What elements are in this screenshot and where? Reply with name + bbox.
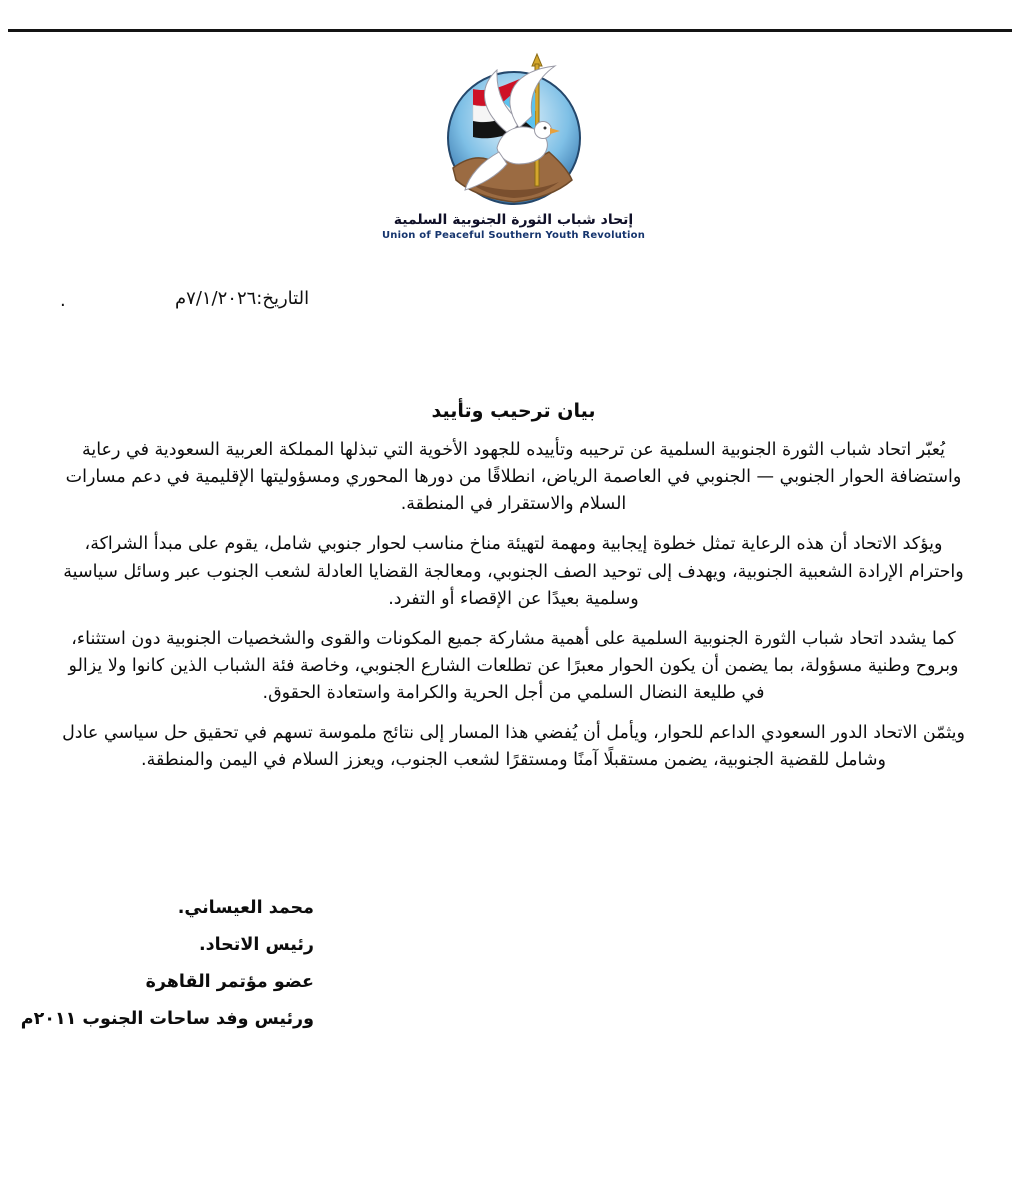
paragraph-2: ويؤكد الاتحاد أن هذه الرعاية تمثل خطوة إيجابية ومهمة لتهيئة مناخ مناسب لحوار جنوبي شامل، يقوم على مبدأ الشراكة، واحترام الإرادة الشعبية الجنوبية، ويهدف إلى توحيد الصف الجنوبي، ومعالجة القضايا العادلة لشعب الجنوب عبر وسائل سياسية وسلمية بعيدًا عن الإقصاء أو التفرد. <box>63 534 964 609</box>
paragraph-4: ويثمّن الاتحاد الدور السعودي الداعم للحوار، ويأمل أن يُفضي هذا المسار إلى نتائج ملموسة تسهم في تحقيق حل سياسي عادل وشامل للقضية الجنوبية، يضمن مستقبلًا آمنًا ومستقرًا لشعب الجنوب، ويعزز السلام في اليمن والمنطقة. <box>62 723 965 771</box>
statement-title: بيان ترحيب وتأييد <box>431 400 596 422</box>
signer-role-president: رئيس الاتحاد. <box>198 935 314 955</box>
org-name-arabic: إتحاد شباب الثورة الجنوبية السلمية <box>393 212 634 228</box>
union-logo-emblem <box>434 50 594 210</box>
org-name-english: Union of Peaceful Southern Youth Revolution <box>381 230 646 241</box>
top-rule <box>8 29 1012 32</box>
signer-role-cairo-conference: عضو مؤتمر القاهرة <box>145 972 314 992</box>
signer-name: محمد العيساني. <box>177 898 314 918</box>
signature-block <box>20 898 314 1046</box>
date-label: التاريخ:٧/١/٢٠٢٦م <box>175 288 310 309</box>
signer-role-delegation-2011: ورئيس وفد ساحات الجنوب ٢٠١١م <box>20 1009 314 1029</box>
organization-logo <box>0 50 1027 241</box>
paragraph-1: يُعبّر اتحاد شباب الثورة الجنوبية السلمية عن ترحيبه وتأييده للجهود الأخوية التي تبذلها المملكة العربية السعودية في رعاية واستضافة الحوار الجنوبي — الجنوبي في العاصمة الرياض، انطلاقًا من دورها المحوري ومسؤوليتها الإقليمية في دعم مسارات السلام والاستقرار في المنطقة. <box>65 440 962 515</box>
statement-body <box>58 437 969 787</box>
stray-period: . <box>60 290 66 311</box>
paragraph-3: كما يشدد اتحاد شباب الثورة الجنوبية السلمية على أهمية مشاركة جميع المكونات والقوى والشخصيات الجنوبية دون استثناء، وبروح وطنية مسؤولة، بما يضمن أن يكون الحوار معبرًا عن تطلعات الشارع الجنوبي، وخاصة فئة الشباب الذين كانوا ولا يزالو في طليعة النضال السلمي من أجل الحرية والكرامة واستعادة الحقوق. <box>68 628 959 703</box>
